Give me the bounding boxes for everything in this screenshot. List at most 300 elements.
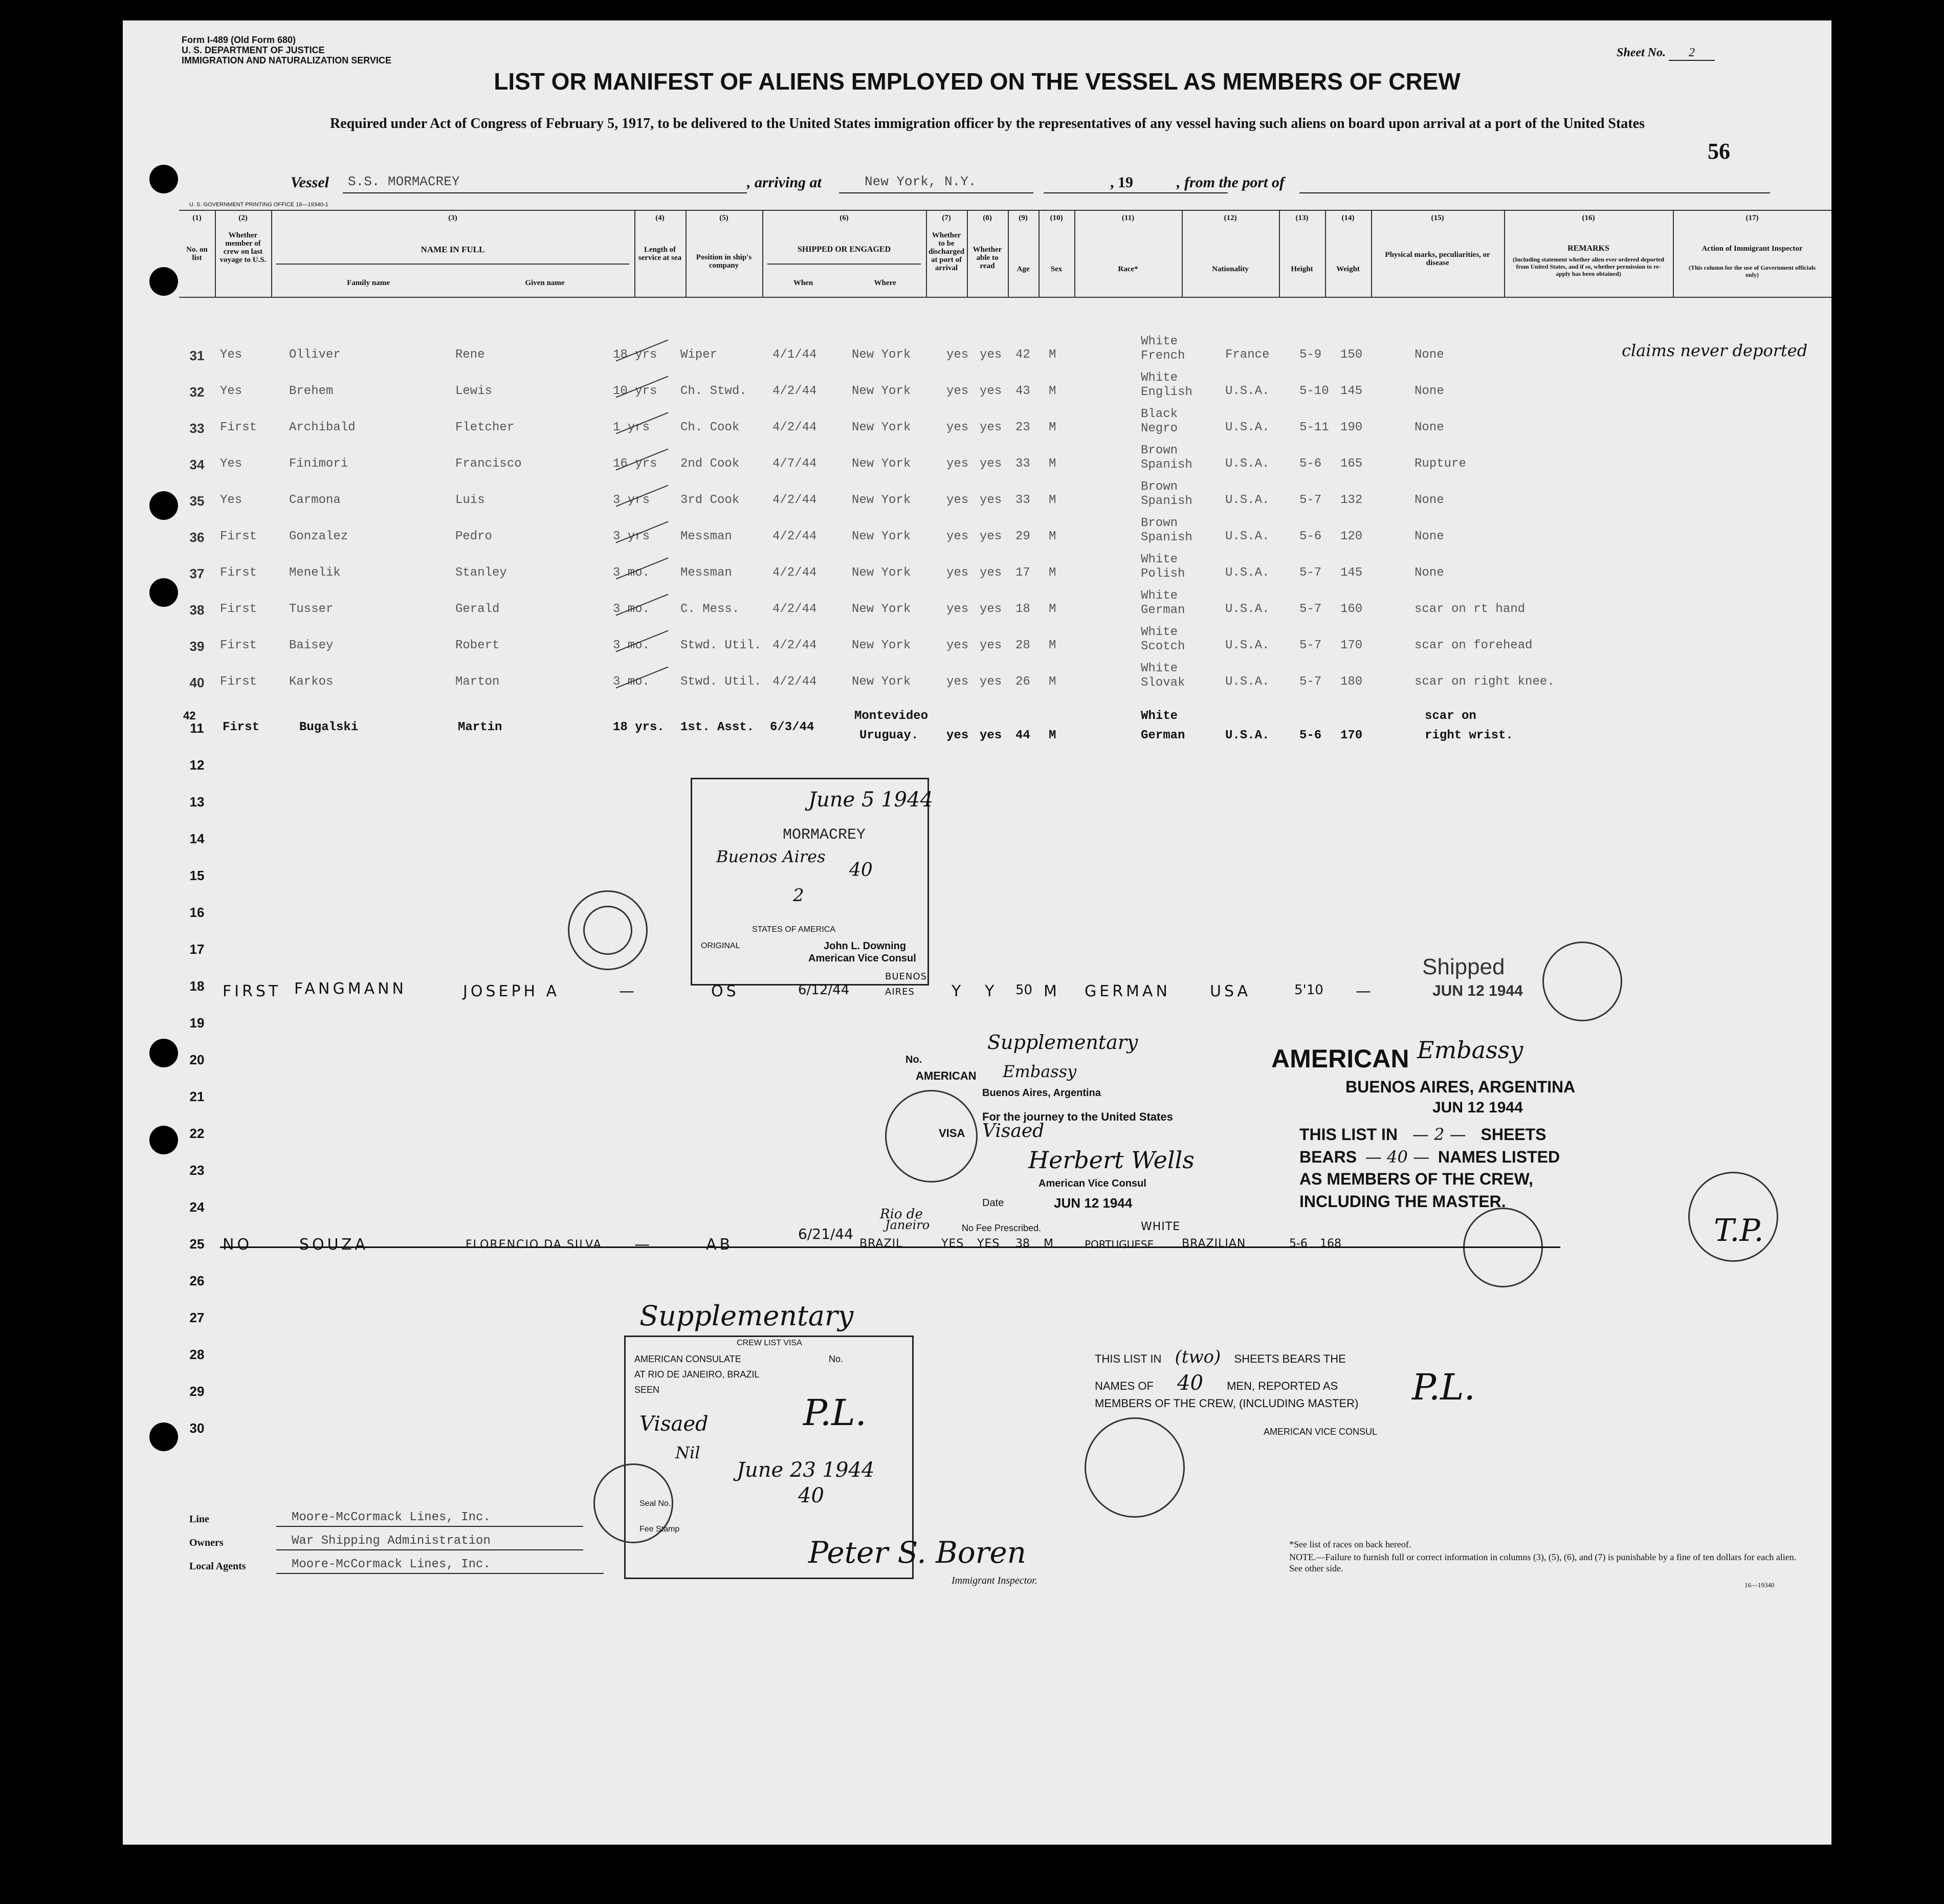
embassy-date: JUN 12 1944 [1054, 1195, 1133, 1211]
stamp-sheets: 2 [793, 885, 804, 906]
cell-voyage: First [220, 530, 257, 543]
header-sex: Sex [1050, 265, 1063, 273]
col-divider [1182, 210, 1183, 297]
rio-supplementary: Supplementary [639, 1300, 854, 1332]
race-note: *See list of races on back hereof. [1289, 1539, 1411, 1549]
inspector-label: Immigrant Inspector. [952, 1575, 1037, 1586]
table-top-line [179, 210, 1831, 211]
row-number: 30 [189, 1420, 205, 1436]
cell-where-top: Rio de [880, 1207, 923, 1222]
cell-where: New York [852, 639, 911, 652]
cell-service: 1 yrs [613, 421, 650, 434]
cell-nationality: U.S.A. [1225, 639, 1270, 652]
cell-family-name: Bugalski [299, 720, 359, 734]
rio-line1-c: SHEETS BEARS THE [1234, 1352, 1346, 1365]
rio-list-signature: P.L. [1412, 1366, 1475, 1408]
cell-service: 18 yrs. [613, 720, 665, 734]
cell-sex: M [1049, 493, 1056, 507]
cell-age: 18 [1015, 602, 1030, 616]
col-number: (3) [448, 214, 457, 222]
cell-read: yes [980, 602, 1002, 616]
rio-consulate: AMERICAN CONSULATE [634, 1354, 741, 1364]
agents-value: Moore-McCormack Lines, Inc. [292, 1558, 491, 1571]
cell-age: 29 [1015, 530, 1030, 543]
cell-weight: 165 [1340, 457, 1363, 471]
cell-marks: scar on rt hand [1415, 602, 1526, 616]
cell-position: C. Mess. [680, 602, 740, 616]
header-name-in-full: NAME IN FULL [421, 245, 485, 254]
shipped-subdivider [767, 264, 921, 265]
cell-where: BUENOS [885, 971, 927, 982]
cell-marks: scar on right knee. [1415, 675, 1555, 689]
cell-sex: M [1049, 348, 1056, 362]
cell-sex: M [1049, 729, 1056, 742]
cell-voyage: Yes [220, 384, 242, 398]
form-info [182, 35, 391, 65]
cell-race: Brown [1141, 516, 1178, 530]
rio-line1-b: (two) [1175, 1347, 1221, 1367]
col-divider [1673, 210, 1674, 297]
sheet-label: Sheet No. [1617, 46, 1666, 59]
row-number: 27 [189, 1310, 205, 1325]
cell-voyage: First [220, 421, 257, 434]
cell-where: New York [852, 384, 911, 398]
row-number: 15 [189, 868, 205, 883]
cell-service: 3 mo. [613, 602, 650, 616]
cell-sex: M [1049, 566, 1056, 580]
cell-weight: 168 [1320, 1237, 1341, 1250]
cell-weight: 120 [1340, 530, 1363, 543]
embassy-large-american: AMERICAN [1271, 1044, 1409, 1073]
cell-marks: scar on forehead [1415, 639, 1533, 652]
cell-when: 6/3/44 [770, 720, 814, 734]
cell-given-name: Pedro [455, 530, 493, 543]
cell-race: White [1141, 662, 1178, 675]
row-number: 34 [189, 457, 205, 472]
arriving-underline [839, 192, 1033, 193]
cell-when: 4/2/44 [772, 602, 817, 616]
header-shipped-engaged: SHIPPED OR ENGAGED [797, 245, 891, 254]
date-underline [1044, 192, 1228, 193]
cell-weight: 145 [1340, 566, 1363, 580]
sheet-value: 2 [1669, 46, 1715, 61]
cell-weight: 170 [1340, 639, 1363, 652]
sheet-number [1617, 46, 1715, 61]
department-name: U. S. DEPARTMENT OF JUSTICE [182, 45, 325, 55]
col-divider [967, 210, 968, 297]
row-number: 23 [189, 1163, 205, 1178]
cell-family-name: Menelik [289, 566, 341, 580]
col-number: (17) [1746, 214, 1759, 222]
cell-weight: 132 [1340, 493, 1363, 507]
cell-race: Brown [1141, 444, 1178, 457]
cell-height: 5-7 [1299, 566, 1322, 580]
cell-nationality: U.S.A. [1225, 566, 1270, 580]
cell-remarks: claims never deported [1622, 341, 1808, 360]
cell-height: 5-9 [1299, 348, 1322, 362]
col-number: (14) [1341, 214, 1355, 222]
cell-given-name: Lewis [455, 384, 493, 398]
cell-nationality: U.S.A. [1225, 530, 1270, 543]
cell-position: Wiper [680, 348, 718, 362]
cell-when: 4/2/44 [772, 639, 817, 652]
row-number: 29 [189, 1384, 205, 1399]
cell-given-name: FLORENCIO DA SILVA [466, 1238, 602, 1251]
cell-discharged: yes [946, 729, 969, 742]
row-number: 40 [189, 675, 205, 690]
cell-marks: None [1415, 421, 1444, 434]
rio-count: 40 [798, 1484, 824, 1507]
col-number: (4) [655, 214, 665, 222]
row-number: 11 [190, 720, 204, 736]
embassy-visa-label: VISA [939, 1127, 965, 1140]
col-number: (5) [719, 214, 728, 222]
embassy-signature: Herbert Wells [1028, 1146, 1195, 1174]
cell-discharged: yes [946, 457, 969, 471]
embassy-date-label: Date [982, 1197, 1004, 1209]
cell-height: 5-7 [1299, 675, 1322, 689]
shipped-stamp: Shipped [1422, 954, 1505, 979]
vessel-underline [343, 192, 747, 193]
line2-b: — 40 — [1365, 1147, 1429, 1167]
cell-discharged: yes [946, 421, 969, 434]
cell-weight: 170 [1340, 729, 1363, 742]
cell-family-name: SOUZA [299, 1236, 369, 1254]
cell-race-top: WHITE [1141, 1220, 1181, 1233]
cell-marks: None [1415, 493, 1444, 507]
embassy-large-city: BUENOS AIRES, ARGENTINA [1345, 1078, 1576, 1096]
cell-race: Spanish [1141, 494, 1192, 508]
initials: T.P. [1714, 1213, 1764, 1249]
year-label: , 19 [1110, 174, 1133, 191]
embassy-large-script: Embassy [1417, 1036, 1523, 1064]
rio-signature: P.L. [803, 1392, 867, 1434]
cell-where: Montevideo [854, 709, 929, 723]
cell-voyage: Yes [220, 348, 242, 362]
cell-race: Polish [1141, 567, 1185, 581]
cell-age: 26 [1015, 675, 1030, 689]
header-action-note: (This column for the use of Government officials only) [1688, 264, 1816, 278]
cell-nationality: U.S.A. [1225, 675, 1270, 689]
cell-position: Stwd. Util. [680, 675, 762, 689]
cell-voyage: Yes [220, 493, 242, 507]
line1-b: — 2 — [1412, 1125, 1466, 1144]
from-port-underline [1299, 192, 1770, 193]
cell-where: New York [852, 602, 911, 616]
consular-seal-inner [583, 906, 632, 955]
cell-when: 4/2/44 [772, 493, 817, 507]
row-number: 24 [189, 1199, 205, 1215]
cell-weight: — [1356, 982, 1374, 1000]
row-number: 33 [189, 421, 205, 436]
header-length-service: Length of service at sea [638, 246, 682, 262]
cell-discharged: Y [952, 982, 964, 1000]
consular-seal [1542, 942, 1622, 1021]
line-value: Moore-McCormack Lines, Inc. [292, 1511, 491, 1524]
cell-marks: None [1415, 566, 1444, 580]
cell-service: 3 mo. [613, 675, 650, 689]
cell-where: BRAZIL [859, 1237, 903, 1250]
cell-family-name: Karkos [289, 675, 334, 689]
embassy-large-line2 [1299, 1147, 1560, 1167]
cell-service: 3 yrs [613, 530, 650, 543]
cell-height: 5-10 [1299, 384, 1329, 398]
cell-position: Messman [680, 566, 732, 580]
rio-line2-a: NAMES OF [1095, 1380, 1154, 1392]
cell-given-name: Fletcher [455, 421, 515, 434]
cell-nationality: France [1225, 348, 1270, 362]
cell-given-name: Stanley [455, 566, 507, 580]
stamp-line1: STATES OF AMERICA [752, 925, 835, 934]
row-number: 31 [189, 348, 205, 363]
cell-family-name: Brehem [289, 384, 334, 398]
row-number: 12 [189, 757, 205, 773]
rio-city: AT RIO DE JANEIRO, BRAZIL [634, 1369, 760, 1380]
cell-voyage: First [220, 566, 257, 580]
punch-hole [149, 165, 178, 193]
page-number: 56 [1708, 139, 1730, 164]
cell-age: 50 [1015, 982, 1033, 998]
cell-discharged: yes [946, 602, 969, 616]
cell-read: yes [980, 348, 1002, 362]
page-subtitle: Required under Act of Congress of February 5, 1917, to be delivered to the United States immigration officer by the representatives of any vessel having such aliens on board upon arrival at a port of the United States [330, 116, 1645, 132]
row-number: 13 [189, 794, 205, 809]
cell-family-name: Finimori [289, 457, 348, 471]
vessel-label: Vessel [291, 174, 329, 191]
cell-voyage: First [220, 675, 257, 689]
cell-read: yes [980, 530, 1002, 543]
owners-label: Owners [189, 1537, 224, 1548]
owners-underline [276, 1549, 583, 1550]
penalty-note: NOTE.—Failure to furnish full or correct information in columns (3), (5), (6), and (7) is punishable by a fine of ten dollars for each alien. See other side. [1289, 1552, 1797, 1573]
col-number: (9) [1019, 214, 1028, 222]
cell-position: Messman [680, 530, 732, 543]
header-when: When [793, 279, 813, 287]
row-number: 16 [189, 905, 205, 920]
cell-race: Spanish [1141, 531, 1192, 544]
cell-family-name: Gonzalez [289, 530, 348, 543]
cell-nationality: U.S.A. [1225, 729, 1270, 742]
cell-age: 43 [1015, 384, 1030, 398]
cell-voyage: First [220, 602, 257, 616]
consular-seal [1085, 1417, 1185, 1518]
cell-marks: Rupture [1415, 457, 1466, 471]
cell-nationality: U.S.A. [1225, 493, 1270, 507]
row-alt-number: 42 [183, 709, 196, 722]
agents-underline [276, 1573, 604, 1574]
header-nationality: Nationality [1212, 265, 1249, 273]
cell-family-name: Baisey [289, 639, 334, 652]
cell-voyage: Yes [220, 457, 242, 471]
cell-nationality: BRAZILIAN [1182, 1237, 1246, 1250]
cell-read: yes [980, 493, 1002, 507]
strike-line [220, 1246, 1560, 1248]
header-weight: Weight [1336, 265, 1360, 273]
cell-where: Uruguay. [859, 729, 919, 742]
header-discharged: Whether to be discharged at port of arrival [929, 231, 965, 272]
cell-service: 3 mo. [613, 566, 650, 580]
rio-seal: Seal No. [639, 1499, 671, 1508]
cell-sex: M [1049, 639, 1056, 652]
cell-position: Stwd. Util. [680, 639, 762, 652]
rio-seen: SEEN [634, 1385, 660, 1395]
cell-discharged: yes [946, 639, 969, 652]
cell-read: yes [980, 384, 1002, 398]
cell-race: PORTUGUESE [1085, 1238, 1154, 1251]
embassy-journey: For the journey to the United States [982, 1110, 1173, 1123]
cell-when: 4/2/44 [772, 421, 817, 434]
cell-nationality: U.S.A. [1225, 384, 1270, 398]
cell-nationality: U.S.A. [1225, 602, 1270, 616]
col-number: (16) [1582, 214, 1595, 222]
cell-race: Slovak [1141, 676, 1185, 690]
cell-service: 16 yrs [613, 457, 657, 471]
cell-read: yes [980, 729, 1002, 742]
embassy-large-line4: INCLUDING THE MASTER. [1299, 1192, 1506, 1211]
cell-read: yes [980, 675, 1002, 689]
owners-value: War Shipping Administration [292, 1534, 491, 1548]
col-divider [1325, 210, 1326, 297]
row-number: 28 [189, 1347, 205, 1362]
col-number: (13) [1295, 214, 1309, 222]
cell-race: Scotch [1141, 640, 1185, 653]
cell-when: 6/12/44 [798, 982, 850, 998]
cell-weight: 150 [1340, 348, 1363, 362]
cell-sex: M [1049, 602, 1056, 616]
header-physical-marks: Physical marks, peculiarities, or disease [1385, 251, 1490, 267]
cell-height: 5-6 [1289, 1237, 1308, 1250]
cell-age: 17 [1015, 566, 1030, 580]
cell-family-name: Olliver [289, 348, 341, 362]
row-number: 35 [189, 493, 205, 509]
col-number: (8) [983, 214, 992, 222]
row-number: 19 [189, 1015, 205, 1031]
rio-fee: Fee Stamp [639, 1525, 680, 1534]
embassy-large-line1 [1299, 1125, 1547, 1144]
cell-race: French [1141, 349, 1185, 363]
cell-marks: None [1415, 384, 1444, 398]
cell-age: 28 [1015, 639, 1030, 652]
cell-when: 4/2/44 [772, 530, 817, 543]
cell-position: 1st. Asst. [680, 720, 755, 734]
cell-weight: 160 [1340, 602, 1363, 616]
vessel-value: S.S. MORMACREY [348, 174, 460, 189]
row-number: 22 [189, 1126, 205, 1141]
cell-given-name: Marton [455, 675, 500, 689]
cell-race: German [1141, 603, 1185, 617]
cell-race: German [1141, 729, 1185, 742]
cell-given-name: Martin [458, 720, 502, 734]
cell-marks: None [1415, 348, 1444, 362]
cell-race: GERMAN [1085, 982, 1170, 1000]
cell-race: White [1141, 371, 1178, 385]
cell-age: 38 [1015, 1237, 1030, 1250]
col-divider [1504, 210, 1505, 297]
cell-service: — [619, 982, 637, 1000]
cell-discharged: YES [941, 1237, 964, 1250]
cell-read: yes [980, 457, 1002, 471]
col-divider [215, 210, 216, 297]
header-last-voyage: Whether member of crew on last voyage to U.S. [219, 231, 267, 264]
cell-height: 5-6 [1299, 530, 1322, 543]
cell-age: 44 [1015, 729, 1030, 742]
col-number: (15) [1431, 214, 1444, 222]
line2-c: NAMES LISTED [1438, 1148, 1560, 1166]
consular-seal [593, 1463, 673, 1543]
cell-where: New York [852, 457, 911, 471]
cell-family-name: Carmona [289, 493, 341, 507]
col-divider [1039, 210, 1040, 297]
embassy-supplementary: Supplementary [987, 1031, 1138, 1054]
cell-sex: M [1049, 530, 1056, 543]
cell-where: New York [852, 566, 911, 580]
col-number: (7) [942, 214, 951, 222]
col-number: (2) [238, 214, 248, 222]
inspector-signature: Peter S. Boren [808, 1535, 1027, 1570]
cell-service: 10 yrs [613, 384, 657, 398]
arriving-label: , arriving at [747, 174, 822, 191]
cell-where: Janeiro [885, 1218, 930, 1232]
stamp-original: ORIGINAL [701, 942, 740, 950]
cell-read: Y [985, 982, 998, 1000]
cell-service: — [634, 1236, 653, 1254]
line1-c: SHEETS [1481, 1125, 1547, 1144]
col-number: (6) [840, 214, 849, 222]
col-divider [1279, 210, 1280, 297]
cell-voyage: First [220, 639, 257, 652]
cell-race: Spanish [1141, 458, 1192, 472]
line-underline [276, 1526, 583, 1527]
cell-discharged: yes [946, 493, 969, 507]
header-able-to-read: Whether able to read [973, 246, 1002, 270]
row-number: 26 [189, 1273, 205, 1288]
year-underline [1161, 192, 1192, 193]
shipped-date: JUN 12 1944 [1432, 982, 1523, 999]
cell-height: 5-7 [1299, 493, 1322, 507]
punch-hole [149, 1039, 178, 1067]
embassy-script: Embassy [1003, 1062, 1077, 1081]
embassy-large-date: JUN 12 1944 [1432, 1099, 1523, 1116]
cell-where: AIRES [885, 987, 915, 997]
form-code: 16—19340 [1744, 1581, 1775, 1589]
cell-read: yes [980, 639, 1002, 652]
row-number: 17 [189, 942, 205, 957]
header-family-name: Family name [347, 279, 390, 287]
cell-where: New York [852, 421, 911, 434]
cell-height: 5'10 [1294, 982, 1323, 998]
col-number: (1) [192, 214, 202, 222]
cell-service: 3 yrs [613, 493, 650, 507]
cell-service: 3 mo. [613, 639, 650, 652]
cell-when: 4/2/44 [772, 384, 817, 398]
stamp-date: June 5 1944 [808, 788, 933, 812]
cell-position: Ch. Stwd. [680, 384, 747, 398]
rio-line1-a: THIS LIST IN [1095, 1352, 1162, 1365]
cell-race: White [1141, 553, 1178, 566]
stamp-vessel: MORMACREY [783, 826, 866, 844]
cell-where: New York [852, 675, 911, 689]
line2-a: BEARS [1299, 1148, 1357, 1166]
rio-date: June 23 1944 [737, 1458, 875, 1482]
cell-discharged: yes [946, 348, 969, 362]
row-number: 36 [189, 530, 205, 545]
cell-race: Black [1141, 407, 1178, 421]
line-label: Line [189, 1514, 209, 1525]
cell-service: 18 yrs [613, 348, 657, 362]
punch-hole [149, 1126, 178, 1154]
cell-given-name: Luis [455, 493, 485, 507]
col-divider [634, 210, 635, 297]
